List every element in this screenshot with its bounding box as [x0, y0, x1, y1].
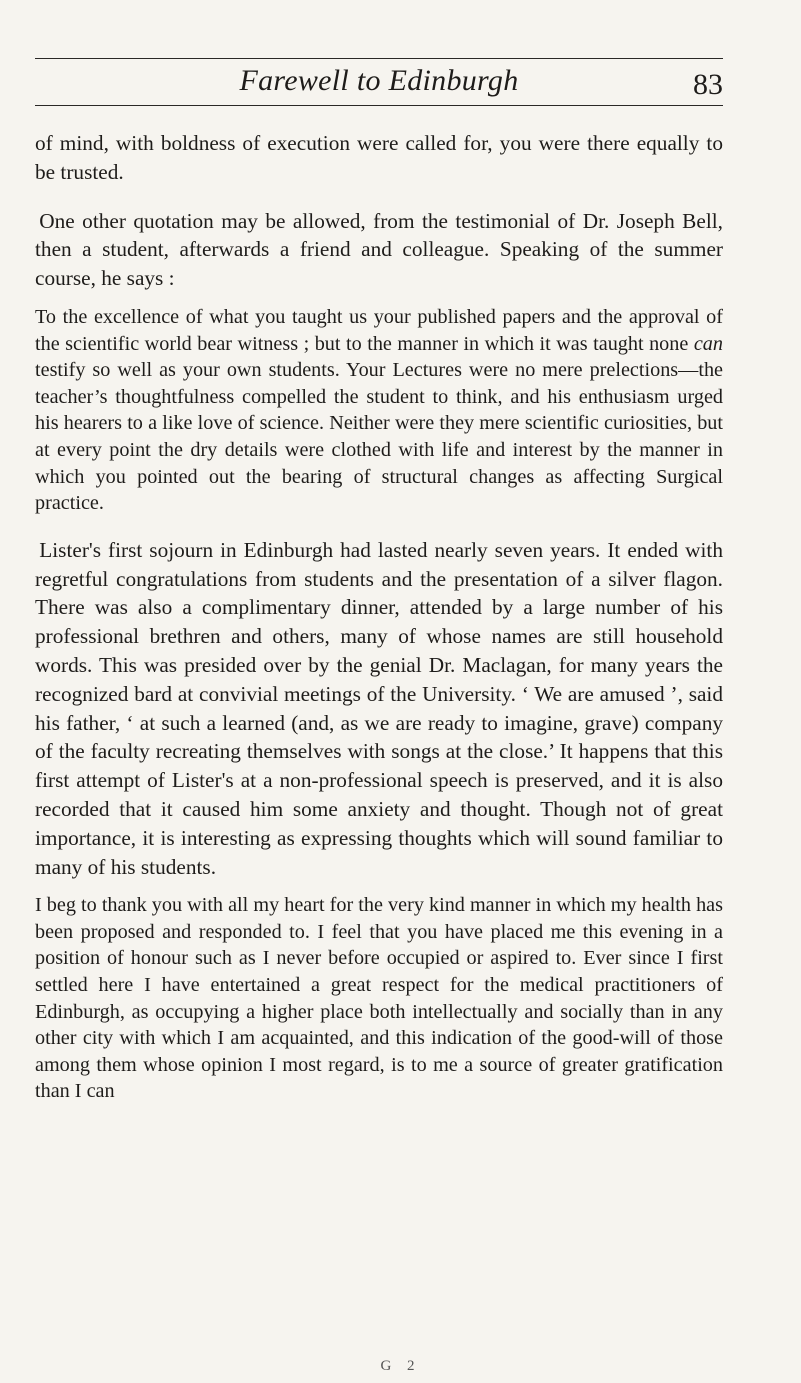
page-number: 83	[693, 68, 723, 101]
block-quote-speech: I beg to thank you with all my heart for the very kind manner in which my health has been proposed and responded to. I feel that you have placed me this evening in a position of honour such as I never before occupied or aspired to. Ever since I first settled here I have entertained a great respect for the medical practitioners of Edinburgh, as occupying a higher place both intellectually and socially than in any other city with which I am acquainted, and this indication of the good-will of those among them whose opinion I most regard, is to me a source of greater gratification than I can	[35, 894, 723, 1103]
header-rule	[35, 105, 723, 106]
block-quote-testimonial: To the excellence of what you taught us your published papers and the approval of the scientific world bear witness ; but to the manner in which it was taught none can testify so well as your own students. Your Lectures were no mere prelections—the teacher’s thoughtfulness compelled the student to think, and his enthusiasm urged his hearers to a like love of science. Neither were they mere scientific curiosities, but at every point the dry details were clothed with life and interest by the manner in which you pointed out the bearing of structural changes as affecting Surgical practice.	[35, 305, 723, 515]
paragraph-first-sojourn: Lister's first sojourn in Edinburgh had lasted nearly seven years. It ended with regretful congratulations from students and the presentation of a silver flagon. There was also a complimentary dinner, attended by a large number of his professional brethren and others, many of whose names are still household words. This was presided over by the genial Dr. Maclagan, for many years the recognized bard at convivial meetings of the University. ‘ We are amused ’, said his father, ‘ at such a learned (and, as we are ready to imagine, grave) company of the faculty recreating themselves with songs at the close.’ It happens that this first attempt of Lister's at a non-professional speech is preserved, and it is also recorded that it caused him some anxiety and thought. Though not of great importance, it is interesting as expressing thoughts which will sound familiar to many of his students.	[35, 537, 723, 879]
paragraph-quotation-intro: One other quotation may be allowed, from the testimonial of Dr. Joseph Bell, then a student, afterwards a friend and colleague. Speaking of the summer course, he says :	[35, 208, 723, 291]
emphasis-can: can	[693, 332, 723, 355]
paragraph-continuation: of mind, with boldness of execution were called for, you were there equally to be trusted.	[35, 131, 723, 184]
page-header	[35, 64, 723, 106]
signature-mark: G 2	[380, 1358, 421, 1374]
running-title: Farewell to Edinburgh	[239, 64, 519, 97]
body-text	[35, 129, 723, 1105]
top-rule	[35, 58, 723, 59]
